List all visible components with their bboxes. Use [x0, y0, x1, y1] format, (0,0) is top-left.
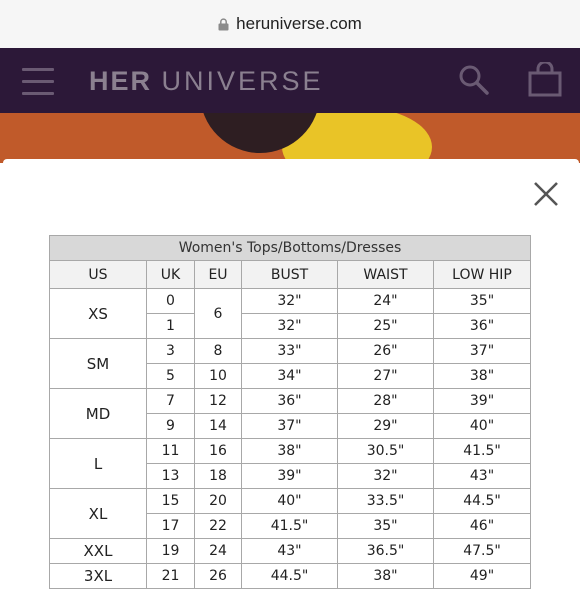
eu-cell: 20 — [195, 489, 242, 514]
eu-cell: 14 — [195, 414, 242, 439]
low-hip-cell: 46" — [434, 514, 531, 539]
header-uk: UK — [147, 261, 195, 289]
eu-cell: 16 — [195, 439, 242, 464]
eu-cell: 26 — [195, 564, 242, 589]
low-hip-cell: 38" — [434, 364, 531, 389]
low-hip-cell: 49" — [434, 564, 531, 589]
eu-cell: 8 — [195, 339, 242, 364]
low-hip-cell: 39" — [434, 389, 531, 414]
uk-cell: 17 — [147, 514, 195, 539]
low-hip-cell: 47.5" — [434, 539, 531, 564]
eu-cell: 10 — [195, 364, 242, 389]
uk-cell: 0 — [147, 289, 195, 314]
size-us-cell: L — [50, 439, 147, 489]
uk-cell: 21 — [147, 564, 195, 589]
size-chart-table — [49, 235, 531, 589]
size-us-cell: SM — [50, 339, 147, 389]
waist-cell: 24" — [338, 289, 434, 314]
bust-cell: 39" — [242, 464, 338, 489]
table-row — [50, 564, 531, 589]
low-hip-cell: 36" — [434, 314, 531, 339]
bust-cell: 32" — [242, 289, 338, 314]
uk-cell: 15 — [147, 489, 195, 514]
lock-icon — [218, 18, 229, 31]
header-eu: EU — [195, 261, 242, 289]
header-waist: WAIST — [338, 261, 434, 289]
low-hip-cell: 43" — [434, 464, 531, 489]
size-us-cell: 3XL — [50, 564, 147, 589]
eu-cell: 22 — [195, 514, 242, 539]
logo-bold: HER — [89, 66, 153, 96]
size-us-cell: XS — [50, 289, 147, 339]
size-us-cell: XXL — [50, 539, 147, 564]
url-text: heruniverse.com — [236, 14, 362, 33]
address-bar[interactable] — [0, 0, 580, 48]
logo-light: UNIVERSE — [161, 66, 324, 96]
waist-cell: 32" — [338, 464, 434, 489]
table-title: Women's Tops/Bottoms/Dresses — [50, 236, 531, 261]
eu-cell: 12 — [195, 389, 242, 414]
uk-cell: 5 — [147, 364, 195, 389]
low-hip-cell: 37" — [434, 339, 531, 364]
bust-cell: 33" — [242, 339, 338, 364]
bust-cell: 44.5" — [242, 564, 338, 589]
waist-cell: 25" — [338, 314, 434, 339]
table-row — [50, 489, 531, 514]
table-row — [50, 439, 531, 464]
bust-cell: 32" — [242, 314, 338, 339]
close-icon[interactable] — [533, 181, 559, 207]
menu-icon[interactable] — [22, 68, 54, 96]
search-icon[interactable] — [458, 64, 490, 96]
bust-cell: 34" — [242, 364, 338, 389]
uk-cell: 13 — [147, 464, 195, 489]
table-row — [50, 389, 531, 414]
waist-cell: 30.5" — [338, 439, 434, 464]
uk-cell: 9 — [147, 414, 195, 439]
bust-cell: 41.5" — [242, 514, 338, 539]
eu-cell: 18 — [195, 464, 242, 489]
size-us-cell: MD — [50, 389, 147, 439]
size-us-cell: XL — [50, 489, 147, 539]
waist-cell: 36.5" — [338, 539, 434, 564]
eu-cell: 6 — [195, 289, 242, 339]
waist-cell: 27" — [338, 364, 434, 389]
uk-cell: 19 — [147, 539, 195, 564]
hero-image — [0, 113, 580, 163]
table-row — [50, 289, 531, 314]
bust-cell: 43" — [242, 539, 338, 564]
uk-cell: 7 — [147, 389, 195, 414]
eu-cell: 24 — [195, 539, 242, 564]
waist-cell: 29" — [338, 414, 434, 439]
waist-cell: 38" — [338, 564, 434, 589]
bust-cell: 40" — [242, 489, 338, 514]
bust-cell: 38" — [242, 439, 338, 464]
bust-cell: 36" — [242, 389, 338, 414]
low-hip-cell: 40" — [434, 414, 531, 439]
site-header — [0, 48, 580, 113]
site-logo[interactable] — [89, 66, 324, 97]
table-row — [50, 539, 531, 564]
header-us: US — [50, 261, 147, 289]
waist-cell: 35" — [338, 514, 434, 539]
uk-cell: 1 — [147, 314, 195, 339]
uk-cell: 11 — [147, 439, 195, 464]
header-bust: BUST — [242, 261, 338, 289]
table-row — [50, 339, 531, 364]
cart-icon[interactable] — [527, 62, 563, 98]
waist-cell: 33.5" — [338, 489, 434, 514]
header-low-hip: LOW HIP — [434, 261, 531, 289]
uk-cell: 3 — [147, 339, 195, 364]
waist-cell: 26" — [338, 339, 434, 364]
low-hip-cell: 41.5" — [434, 439, 531, 464]
bust-cell: 37" — [242, 414, 338, 439]
low-hip-cell: 35" — [434, 289, 531, 314]
low-hip-cell: 44.5" — [434, 489, 531, 514]
waist-cell: 28" — [338, 389, 434, 414]
